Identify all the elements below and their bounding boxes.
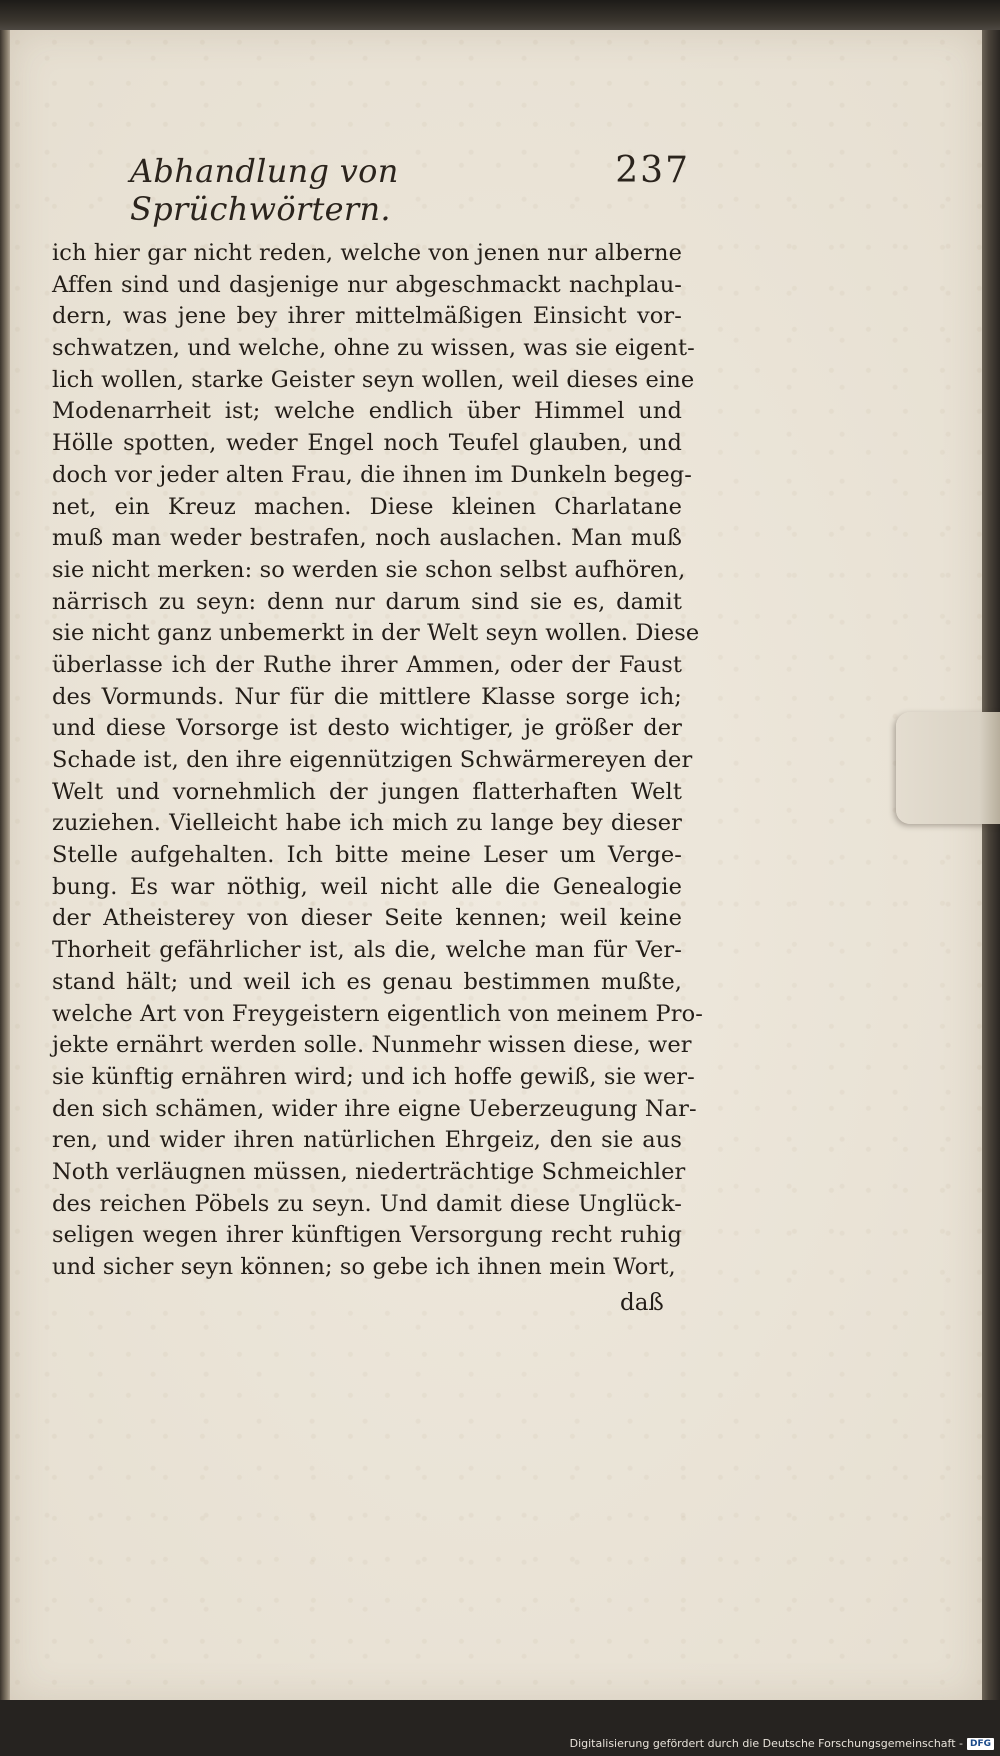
text-line: Modenarrheit ist; welche endlich über Himmel und bbox=[52, 398, 682, 425]
text-line: sie nicht ganz unbemerkt in der Welt seyn wollen. Diese bbox=[52, 620, 700, 647]
text-line: und sicher seyn können; so gebe ich ihnen mein Wort, bbox=[52, 1254, 676, 1280]
text-line: närrisch zu seyn: denn nur darum sind sie es, damit bbox=[52, 588, 682, 615]
text-line: Thorheit gefährlicher ist, als die, welche man für Ver- bbox=[52, 937, 682, 964]
text-line: überlasse ich der Ruthe ihrer Ammen, oder der Faust bbox=[52, 651, 682, 678]
text-line: bung. Es war nöthig, weil nicht alle die Genealogie bbox=[52, 873, 682, 900]
text-line: den sich schämen, wider ihre eigne Ueberzeugung Nar- bbox=[52, 1095, 697, 1122]
digitization-credit bbox=[570, 1737, 994, 1750]
text-line: sie nicht merken: so werden sie schon selbst aufhören, bbox=[52, 556, 686, 583]
text-line: ren, und wider ihren natürlichen Ehrgeiz, den sie aus bbox=[52, 1127, 682, 1154]
running-title: Abhandlung von Sprüchwörtern. bbox=[130, 152, 399, 228]
text-line: der Atheisterey von dieser Seite kennen; weil keine bbox=[52, 905, 682, 932]
text-line: seligen wegen ihrer künftigen Versorgung recht ruhig bbox=[52, 1222, 682, 1249]
page-number: 237 bbox=[615, 150, 690, 191]
text-line: jekte ernährt werden solle. Nunmehr wissen diese, wer bbox=[52, 1032, 692, 1059]
text-line: dern, was jene bey ihrer mittelmäßigen Einsicht vor- bbox=[52, 303, 682, 330]
text-line: ich hier gar nicht reden, welche von jenen nur alberne bbox=[52, 240, 682, 266]
text-line: sie künftig ernähren wird; und ich hoffe gewiß, sie wer- bbox=[52, 1063, 695, 1090]
text-line: doch vor jeder alten Frau, die ihnen im Dunkeln begeg- bbox=[52, 461, 693, 488]
text-line: schwatzen, und welche, ohne zu wissen, was sie eigent- bbox=[52, 335, 695, 362]
text-line: Hölle spotten, weder Engel noch Teufel glauben, und bbox=[52, 430, 682, 457]
text-line: welche Art von Freygeistern eigentlich von meinem Pro- bbox=[52, 1000, 703, 1027]
body-text bbox=[52, 238, 703, 1284]
text-line: Affen sind und dasjenige nur abgeschmackt nachplau- bbox=[52, 271, 682, 298]
page-header bbox=[130, 150, 690, 228]
fore-edge-tab bbox=[896, 712, 1000, 824]
text-line: net, ein Kreuz machen. Diese kleinen Charlatane bbox=[52, 493, 682, 520]
text-line: und diese Vorsorge ist desto wichtiger, je größer der bbox=[52, 715, 682, 742]
dfg-logo: DFG bbox=[967, 1738, 994, 1750]
text-line: lich wollen, starke Geister seyn wollen, weil dieses eine bbox=[52, 366, 695, 393]
catchword: daß bbox=[620, 1290, 664, 1316]
text-line: des reichen Pöbels zu seyn. Und damit diese Unglück- bbox=[52, 1190, 682, 1217]
text-line: Stelle aufgehalten. Ich bitte meine Leser um Verge- bbox=[52, 842, 682, 869]
text-line: Schade ist, den ihre eigennützigen Schwärmereyen der bbox=[52, 747, 693, 773]
text-line: stand hält; und weil ich es genau bestimmen mußte, bbox=[52, 968, 682, 995]
text-line: Welt und vornehmlich der jungen flatterhaften Welt bbox=[52, 778, 682, 805]
credit-text: Digitalisierung gefördert durch die Deutsche Forschungsgemeinschaft - bbox=[569, 1737, 963, 1750]
text-line: zuziehen. Vielleicht habe ich mich zu lange bey dieser bbox=[52, 810, 682, 837]
text-line: muß man weder bestrafen, noch auslachen. Man muß bbox=[52, 525, 682, 552]
text-line: des Vormunds. Nur für die mittlere Klasse sorge ich; bbox=[52, 683, 682, 710]
scan-top-border bbox=[0, 0, 1000, 34]
text-line: Noth verläugnen müssen, niederträchtige Schmeichler bbox=[52, 1158, 686, 1185]
